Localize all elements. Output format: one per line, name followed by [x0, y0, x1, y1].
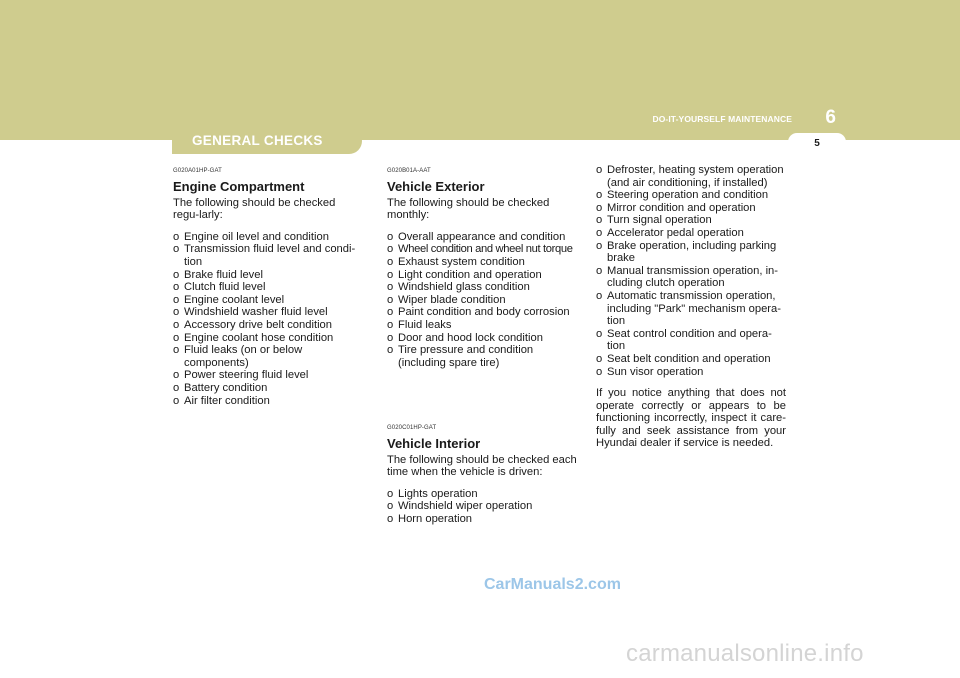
header-band: [0, 0, 960, 140]
section-title: GENERAL CHECKS: [192, 133, 323, 148]
chapter-title: DO-IT-YOURSELF MAINTENANCE: [652, 114, 792, 124]
list-item: o Seat belt condition and operation: [596, 353, 786, 366]
service-note: If you notice anything that does not operate correctly or appears to be functioning incorrectly, inspect it care-fully and seek assistance from your Hyundai dealer if service is needed.: [596, 387, 786, 450]
list-item: o Fluid leaks (on or below components): [173, 344, 363, 369]
list-item: o Automatic transmission operation, including "Park" mechanism opera-tion: [596, 290, 786, 328]
list-item: o Mirror condition and operation: [596, 202, 786, 215]
section-tab: [172, 128, 362, 154]
list-item: o Seat control condition and opera-tion: [596, 328, 786, 353]
section-intro: The following should be checked regu-larly:: [173, 196, 336, 222]
page-number-pill: [788, 133, 846, 151]
list-item: o Windshield washer fluid level: [173, 306, 363, 319]
list-item: o Tire pressure and condition (including spare tire): [387, 344, 577, 369]
section-intro: The following should be checked each time when the vehicle is driven:: [387, 453, 577, 479]
list-item: o Engine coolant hose condition: [173, 332, 363, 345]
vehicle-interior-section: [387, 422, 577, 526]
list-item: o Air filter condition: [173, 395, 363, 408]
section-code: G020B01A-AAT: [387, 168, 431, 174]
list-item: o Paint condition and body corrosion: [387, 306, 577, 319]
list-item: o Exhaust system condition: [387, 256, 577, 269]
list-item: o Wiper blade condition: [387, 294, 577, 307]
watermark-logo: CarManuals2.com: [484, 576, 621, 593]
site-footer-text: carmanualsonline.info: [626, 640, 864, 667]
checklist: [596, 164, 786, 378]
list-item: o Defroster, heating system operation (and air conditioning, if installed): [596, 164, 786, 189]
engine-compartment-section: [173, 165, 363, 407]
list-item: o Battery condition: [173, 382, 363, 395]
checklist: [387, 231, 577, 370]
chapter-number: 6: [825, 107, 836, 128]
list-item: o Power steering fluid level: [173, 369, 363, 382]
list-item: o Engine oil level and condition: [173, 231, 363, 244]
list-item: o Fluid leaks: [387, 319, 577, 332]
list-item: o Windshield glass condition: [387, 281, 577, 294]
section-code: G020C01HP-GAT: [387, 425, 437, 431]
list-item: o Turn signal operation: [596, 214, 786, 227]
list-item: o Steering operation and condition: [596, 189, 786, 202]
vehicle-interior-continued: [596, 164, 786, 459]
list-item: o Accessory drive belt condition: [173, 319, 363, 332]
list-item: o Overall appearance and condition: [387, 231, 577, 244]
list-item: o Windshield wiper operation: [387, 500, 577, 513]
list-item: o Brake fluid level: [173, 269, 363, 282]
vehicle-exterior-section: [387, 165, 577, 369]
list-item: o Transmission fluid level and condi-tion: [173, 243, 363, 268]
list-item: o Horn operation: [387, 513, 577, 526]
checklist: [387, 488, 577, 526]
list-item: o Engine coolant level: [173, 294, 363, 307]
list-item: o Door and hood lock condition: [387, 332, 577, 345]
section-heading: Vehicle Interior: [387, 435, 481, 451]
list-item: o Brake operation, including parking brake: [596, 240, 786, 265]
list-item: o Lights operation: [387, 488, 577, 501]
list-item: o Sun visor operation: [596, 366, 786, 379]
section-code: G020A01HP-GAT: [173, 168, 222, 174]
list-item: o Clutch fluid level: [173, 281, 363, 294]
section-heading: Engine Compartment: [173, 178, 305, 194]
section-heading: Vehicle Exterior: [387, 178, 485, 194]
page-number: 5: [814, 138, 820, 149]
section-intro: The following should be checked monthly:: [387, 196, 550, 222]
list-item: o Wheel condition and wheel nut torque: [387, 243, 577, 256]
checklist: [173, 231, 363, 407]
list-item: o Manual transmission operation, in-cluding clutch operation: [596, 265, 786, 290]
list-item: o Light condition and operation: [387, 269, 577, 282]
list-item: o Accelerator pedal operation: [596, 227, 786, 240]
